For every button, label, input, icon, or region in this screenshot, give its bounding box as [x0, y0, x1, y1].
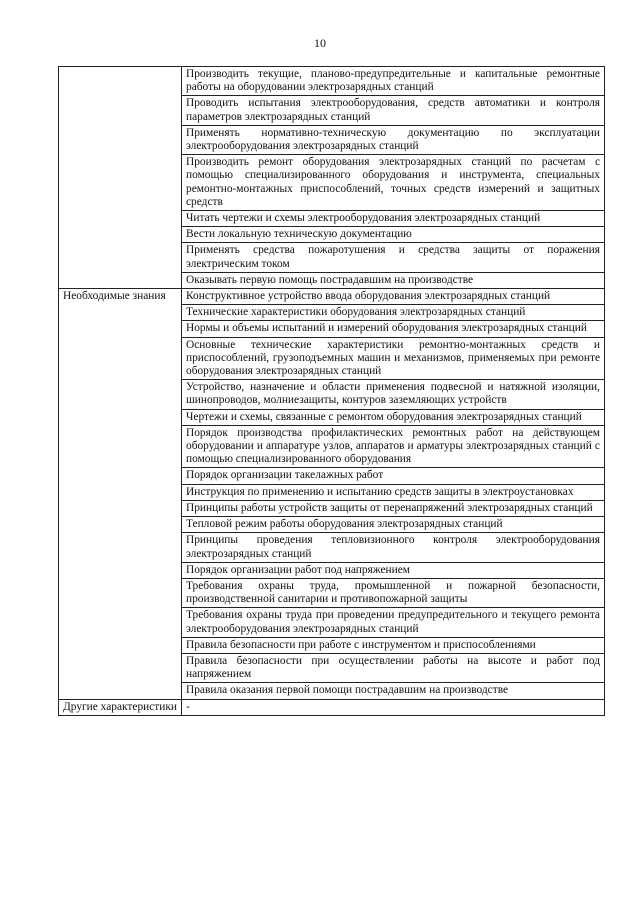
table-cell-text: Производить текущие, планово-предупредительные и капитальные ремонтные работы на оборудовании электрозарядных станций — [182, 67, 605, 96]
table-cell-text: Правила безопасности при осуществлении работы на высоте и работ под напряжением — [182, 653, 605, 682]
table-cell-text: Нормы и объемы испытаний и измерений оборудования электрозарядных станций — [182, 321, 605, 337]
table-cell-text: Чертежи и схемы, связанные с ремонтом оборудования электрозарядных станций — [182, 409, 605, 425]
table-cell-text: - — [182, 699, 605, 715]
specification-table — [58, 66, 605, 716]
section-label-other: Другие характеристики — [59, 699, 182, 715]
table-cell-text: Вести локальную техническую документацию — [182, 227, 605, 243]
table-cell-text: Оказывать первую помощь пострадавшим на производстве — [182, 272, 605, 288]
table-cell-text: Требования охраны труда, промышленной и пожарной безопасности, производственной санитарии и противопожарной защиты — [182, 578, 605, 607]
table-cell-text: Тепловой режим работы оборудования электрозарядных станций — [182, 517, 605, 533]
page-number: 10 — [314, 36, 326, 50]
table-cell-text: Устройство, назначение и области применения подвесной и натяжной изоляции, шинопроводов, молниезащиты, контуров заземляющих устройств — [182, 380, 605, 409]
table-cell-text: Порядок производства профилактических ремонтных работ на действующем оборудовании и аппаратуре узлов, аппаратов и арматуры электрозарядных станций с помощью специализированного оборудования — [182, 425, 605, 468]
table-cell-text: Принципы работы устройств защиты от перенапряжений электрозарядных станций — [182, 500, 605, 516]
table-cell-text: Порядок организации работ под напряжением — [182, 562, 605, 578]
specification-table-body — [59, 67, 605, 716]
table-cell-text: Технические характеристики оборудования электрозарядных станций — [182, 305, 605, 321]
table-cell-text: Правила оказания первой помощи пострадавшим на производстве — [182, 683, 605, 699]
table-cell-text: Конструктивное устройство ввода оборудования электрозарядных станций — [182, 289, 605, 305]
knowledge-row — [59, 289, 605, 305]
table-cell-text: Применять средства пожаротушения и средства защиты от поражения электрическим током — [182, 243, 605, 272]
other-row — [59, 699, 605, 715]
table-cell-text: Порядок организации такелажных работ — [182, 468, 605, 484]
table-cell-text: Инструкция по применению и испытанию средств защиты в электроустановках — [182, 484, 605, 500]
section-label-continued — [59, 67, 182, 289]
skills-row — [59, 67, 605, 96]
table-cell-text: Производить ремонт оборудования электрозарядных станций по расчетам с помощью специализированного оборудования и инструмента, специальных ремонтно-монтажных приспособлений, точных средств измерений и защитных средств — [182, 155, 605, 211]
table-cell-text: Требования охраны труда при проведении предупредительного и текущего ремонта электрооборудования электрозарядных станций — [182, 608, 605, 637]
table-cell-text: Принципы проведения тепловизионного контроля электрооборудования электрозарядных станций — [182, 533, 605, 562]
table-cell-text: Читать чертежи и схемы электрооборудования электрозарядных станций — [182, 211, 605, 227]
section-label-knowledge: Необходимые знания — [59, 289, 182, 699]
table-cell-text: Применять нормативно-техническую документацию по эксплуатации электрооборудования электрозарядных станций — [182, 125, 605, 154]
table-cell-text: Основные технические характеристики ремонтно-монтажных средств и приспособлений, грузоподъемных машин и механизмов, применяемых при ремонте оборудования электрозарядных станций — [182, 337, 605, 380]
table-cell-text: Правила безопасности при работе с инструментом и приспособлениями — [182, 637, 605, 653]
table-cell-text: Проводить испытания электрооборудования, средств автоматики и контроля параметров электрозарядных станций — [182, 96, 605, 125]
